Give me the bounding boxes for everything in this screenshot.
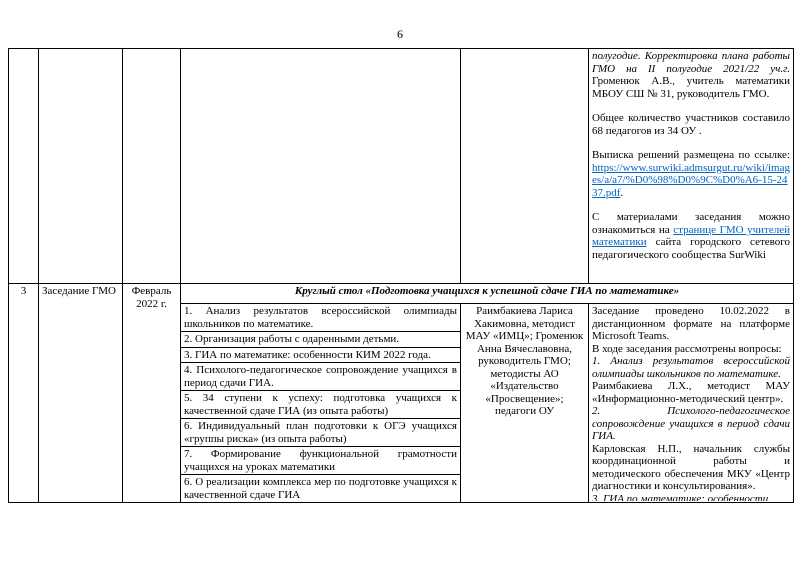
gmo-page-link[interactable]: странице ГМО учителей математики: [592, 223, 790, 249]
participants-count-text: Общее количество участников составило 68 педагогов из 34 ОУ .: [592, 112, 790, 137]
paragraph: [592, 211, 790, 261]
period-text: .: [620, 186, 624, 199]
results-speaker-2: Карловская Н.П., начальник службы координационной работы и методического обеспечения МКУ «Центр диагностики и консультирования».: [592, 442, 790, 493]
agenda-item-7: 7. Формирование функциональной грамотности учащихся на уроках математики: [181, 447, 461, 475]
empty-cell-event: [39, 49, 123, 284]
speakers-cell: [461, 304, 589, 503]
agenda-item-3: 3. ГИА по математике: особенности КИМ 2022 года.: [181, 347, 461, 363]
event-name-cell: Заседание ГМО: [39, 284, 123, 503]
continuation-italic-text: полугодие. Корректировка плана работы ГМО на II полугодие 2021/22 уч.г.: [592, 50, 790, 75]
meeting-header-row: [9, 284, 794, 304]
results-speaker-1: Раимбакиева Л.Х., методист МАУ «Информационно-методический центр».: [592, 380, 790, 405]
continuation-regular-text: Громенюк А.В., учитель математики МБОУ СШ № 31, руководитель ГМО.: [592, 75, 790, 100]
event-date-cell: Февраль 2022 г.: [123, 284, 181, 503]
agenda-item-6: 6. Индивидуальный план подготовки к ОГЭ учащихся «группы риска» (из опыта работы): [181, 419, 461, 447]
materials-intro-text: С материалами заседания можно ознакомиться на: [592, 211, 790, 236]
results-text-block: [592, 305, 790, 501]
decisions-pdf-link[interactable]: https://www.surwiki.admsurgut.ru/wiki/images/a/a7/%D0%98%D0%9C%D0%A6-15-2437.pdf: [592, 161, 790, 199]
gmo-plan-table: [8, 48, 794, 503]
empty-cell-agenda: [181, 49, 461, 284]
empty-cell-date: [123, 49, 181, 284]
results-questions-intro: В ходе заседания рассмотрены вопросы:: [592, 342, 782, 355]
results-question-2: 2. Психолого-педагогическое сопровождение учащихся в период сдачи ГИА.: [592, 405, 790, 443]
materials-suffix-text: сайта городского сетевого педагогического сообщества SurWiki: [592, 236, 790, 261]
agenda-item-2: 2. Организация работы с одаренными детьми.: [181, 332, 461, 348]
roundtable-title: Круглый стол «Подготовка учащихся к успешной сдаче ГИА по математике»: [181, 284, 794, 304]
agenda-item-5: 5. 34 ступени к успеху: подготовка учащихся к качественной сдаче ГИА (из опыта работы): [181, 391, 461, 419]
agenda-item-8: 6. О реализации комплекса мер по подготовке учащихся к качественной сдаче ГИА: [181, 475, 461, 503]
empty-cell-speakers: [461, 49, 589, 284]
row-number-cell: 3: [9, 284, 39, 503]
link-intro-text: Выписка решений размещена по ссылке:: [592, 149, 790, 162]
results-continuation-cell: [589, 49, 794, 284]
continuation-row: [9, 49, 794, 284]
results-question-3: 3. ГИА по математике: особенности: [592, 492, 769, 501]
paragraph: [592, 149, 790, 199]
results-meeting-info: Заседание проведено 10.02.2022 в дистанционном формате на платформе Microsoft Teams.: [592, 305, 790, 343]
results-cell: [589, 304, 794, 503]
speakers-text: Раимбакиева Лариса Хакимовна, методист МАУ «ИМЦ»; Громенюк Анна Вячеславовна, руководитель ГМО; методисты АО «Издательство «Просвещение»; педагоги ОУ: [465, 305, 584, 418]
results-question-1: 1. Анализ результатов всероссийской олимпиады школьников по математике.: [592, 355, 790, 380]
agenda-item-1: 1. Анализ результатов всероссийской олимпиады школьников по математике.: [181, 304, 461, 332]
page-number: 6: [397, 27, 403, 41]
agenda-item-4: 4. Психолого-педагогическое сопровождение учащихся в период сдачи ГИА.: [181, 363, 461, 391]
empty-cell-number: [9, 49, 39, 284]
paragraph: [592, 50, 790, 100]
